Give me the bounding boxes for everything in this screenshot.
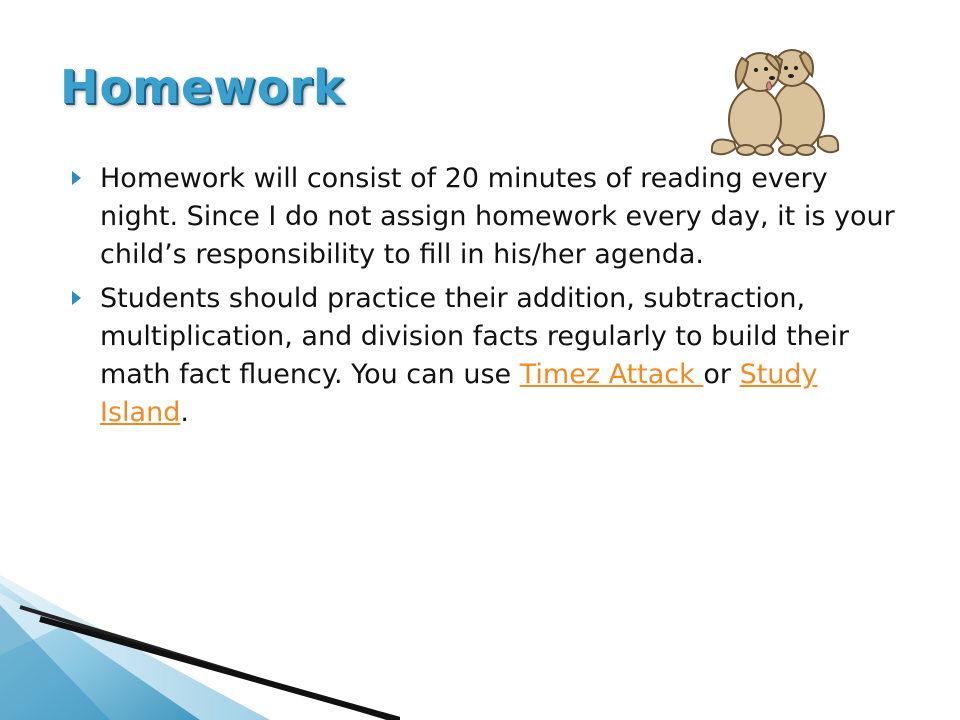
slide-title: Homework xyxy=(60,60,345,114)
bullet-text-connector: or xyxy=(703,359,740,390)
bullet-text: Students should practice their addition, subtraction, multiplication, and division facts regularly to build their math fact fluency. You can use xyxy=(100,283,849,390)
corner-decoration xyxy=(0,575,400,720)
bullet-text: Homework will consist of 20 minutes of reading every night. Since I do not assign homework every day, it is your child’s responsibility to fill in his/her agenda. xyxy=(100,163,895,270)
timez-attack-link[interactable]: Timez Attack xyxy=(519,359,704,390)
bullet-text-end: . xyxy=(180,397,189,428)
puppies-clipart xyxy=(700,38,850,158)
bullet-arrow-icon xyxy=(72,171,81,185)
bullet-list xyxy=(100,160,910,438)
right-puppy-icon xyxy=(771,50,838,155)
left-puppy-icon xyxy=(712,53,781,155)
bullet-homework-reading xyxy=(100,160,910,274)
study-island-link[interactable]: Study Island xyxy=(100,359,818,428)
bullet-arrow-icon xyxy=(72,291,81,305)
bullet-math-facts xyxy=(100,280,910,432)
